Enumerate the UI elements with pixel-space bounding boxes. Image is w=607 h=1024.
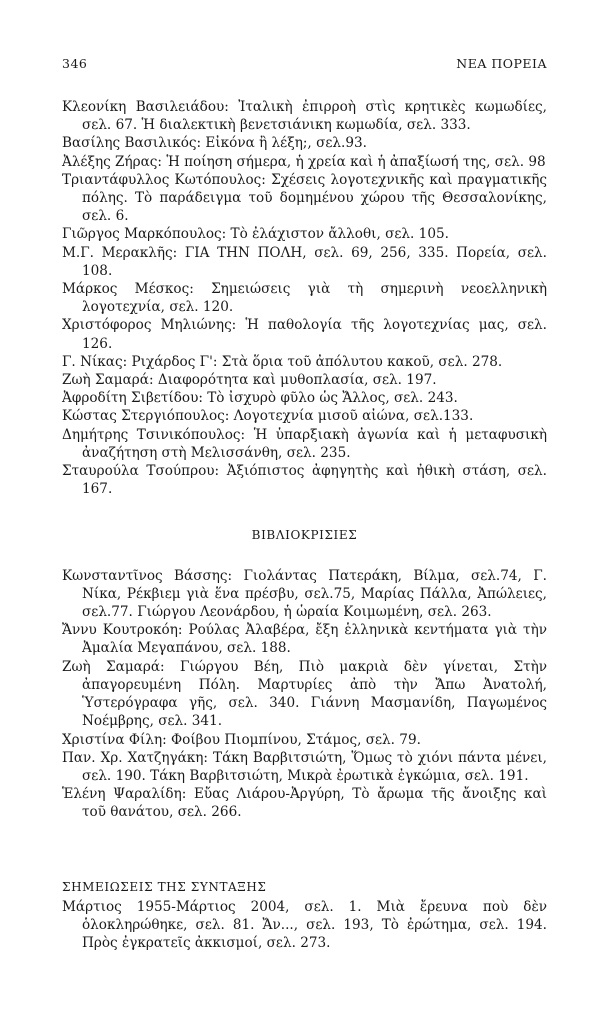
review-entry: Ἑλένη Ψαραλίδη: Εὔας Λιάρου-Ἀργύρη, Τὸ ἄρωμα τῆς ἄνοιξης καὶ τοῦ θανάτου, σελ. 266.	[62, 786, 547, 821]
page-number: 346	[62, 56, 88, 71]
note-entry: Μάρτιος 1955-Μάρτιος 2004, σελ. 1. Μιὰ ἔρευνα ποὺ δὲν ὁλοκληρώθηκε, σελ. 81. Ἄν..., σελ. 193, Τὸ ἐρώτημα, σελ. 194. Πρὸς ἐγκρατεῖς ἀκκισμοί, σελ. 273.	[62, 898, 547, 952]
index-entry: Ἀλέξης Ζήρας: Ἡ ποίηση σήμερα, ἡ χρεία καὶ ἡ ἀπαξίωσή της, σελ. 98	[62, 153, 546, 170]
review-entry: Κωνσταντῖνος Βάσσης: Γιολάντας Πατεράκη, Βίλμα, σελ.74, Γ. Νίκα, Ρέκβιεμ γιὰ ἕνα πρέσβυ, σελ.75, Μαρίας Πάλλα, Ἀπώλειες, σελ.77. Γιώργου Λεονάρδου, ἡ ὡραία Κοιμωμένη, σελ. 263.	[62, 567, 547, 621]
index-entry: Μάρκος Μέσκος: Σημειώσεις γιὰ τὴ σημερινὴ νεοελληνικὴ λογοτεχνία, σελ. 120.	[62, 281, 547, 316]
index-entry: Δημήτρης Τσινικόπουλος: Ἡ ὑπαρξιακὴ ἀγωνία καὶ ἡ μεταφυσικὴ ἀναζήτηση στὴ Μελισσάνθη, σελ. 235.	[62, 426, 547, 461]
index-entry: Ἀφροδίτη Σιβετίδου: Τὸ ἰσχυρὸ φῦλο ὡς Ἄλλος, σελ. 243.	[62, 390, 458, 407]
editorial-notes-list	[62, 898, 547, 953]
contributors-list	[62, 98, 547, 498]
index-entry: Μ.Γ. Μερακλῆς: ΓΙΑ ΤΗΝ ΠΟΛΗ, σελ. 69, 256, 335. Πορεία, σελ. 108.	[62, 244, 547, 279]
index-entry: Γιῶργος Μαρκόπουλος: Τὸ ἐλάχιστον ἄλλοθι, σελ. 105.	[62, 226, 449, 243]
index-entry: Χριστόφορος Μηλιώνης: Ἡ παθολογία τῆς λογοτεχνίας μας, σελ. 126.	[62, 317, 547, 352]
index-entry: Κλεονίκη Βασιλειάδου: Ἰταλικὴ ἐπιρροὴ στὶς κρητικὲς κωμωδίες, σελ. 67. Ἡ διαλεκτικὴ βενετσιάνικη κωμωδία, σελ. 333.	[62, 99, 547, 134]
index-entry: Βασίλης Βασιλικός: Εἰκόνα ἢ λέξη;, σελ.93.	[62, 135, 367, 152]
review-entry: Ἄννυ Κουτροκόη: Ρούλας Ἀλαβέρα, ἔξη ἑλληνικὰ κεντήματα γιὰ τὴν Ἀμαλία Μεγαπάνου, σελ. 188.	[62, 622, 547, 657]
index-entry: Ζωὴ Σαμαρά: Διαφορότητα καὶ μυθοπλασία, σελ. 197.	[62, 372, 437, 389]
index-entry: Σταυρούλα Τσούπρου: Ἀξιόπιστος ἀφηγητὴς καὶ ἠθικὴ στάση, σελ. 167.	[62, 463, 547, 498]
index-content	[62, 98, 547, 952]
index-entry: Γ. Νίκας: Ριχάρδος Γ': Στὰ ὅρια τοῦ ἀπόλυτου κακοῦ, σελ. 278.	[62, 353, 503, 370]
index-entry: Τριαντάφυλλος Κωτόπουλος: Σχέσεις λογοτεχνικῆς καὶ πραγματικῆς πόλης. Τὸ παράδειγμα τοῦ δομημένου χώρου τῆς Θεσσαλονίκης, σελ. 6.	[62, 171, 547, 225]
reviews-heading: ΒΙΒΛΙΟΚΡΙΣΙΕΣ	[251, 528, 358, 543]
index-entry: Κώστας Στεργιόπουλος: Λογοτεχνία μισοῦ αἰώνα, σελ.133.	[62, 408, 474, 425]
reviews-list	[62, 567, 547, 822]
review-entry: Χριστίνα Φίλη: Φοίβου Πιομπίνου, Στάμος, σελ. 79.	[62, 731, 421, 748]
journal-title: ΝΕΑ ΠΟΡΕΙΑ	[456, 56, 547, 71]
running-head	[62, 56, 547, 71]
review-entry: Παν. Χρ. Χατζηγάκη: Τάκη Βαρβιτσιώτη, Ὅμως τὸ χιόνι πάντα μένει, σελ. 190. Τάκη Βαρβιτσιώτη, Μικρὰ ἐρωτικὰ ἐγκώμια, σελ. 191.	[62, 749, 547, 784]
review-entry: Ζωὴ Σαμαρά: Γιώργου Βέη, Πιὸ μακριὰ δὲν γίνεται, Στὴν ἀπαγορευμένη Πόλη. Μαρτυρίες ἀπὸ τὴν Ἄπω Ἀνατολή, Ὑστερόγραφα γῆς, σελ. 340. Γιάννη Μασμανίδη, Παγωμένος Νοέμβρης, σελ. 341.	[62, 658, 547, 730]
editorial-notes-heading: ΣΗΜΕΙΩΣΕΙΣ ΤΗΣ ΣΥΝΤΑΞΗΣ	[62, 879, 267, 894]
